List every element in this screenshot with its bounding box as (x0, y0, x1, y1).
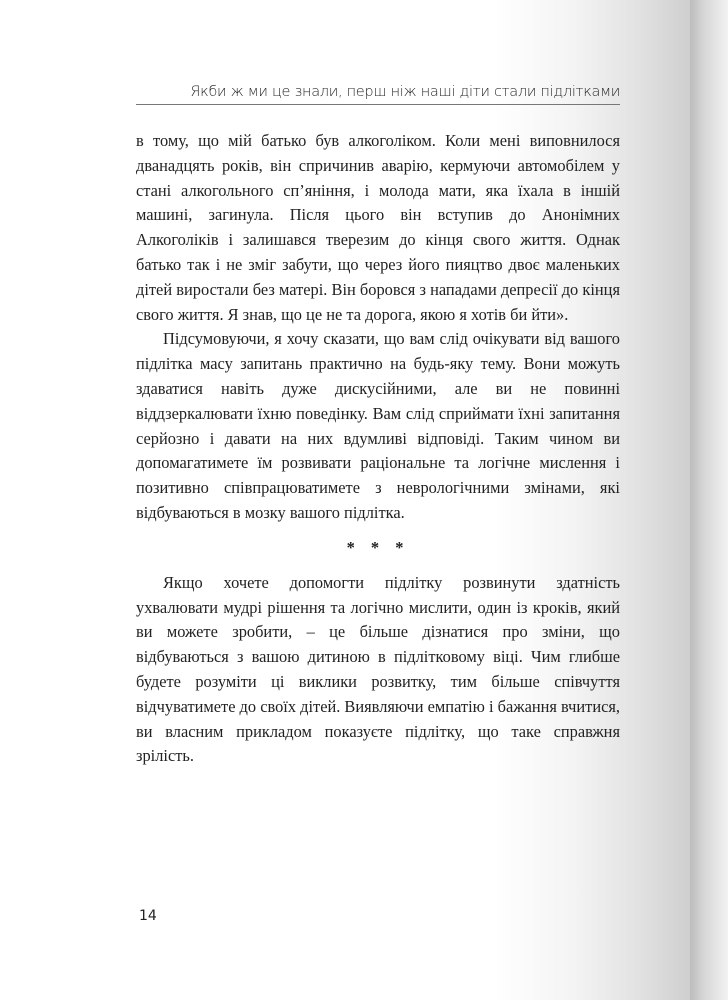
running-head-rule (136, 104, 620, 105)
body-text (136, 129, 620, 769)
page-edge-shadow (690, 0, 728, 1000)
paragraph-closing: Якщо хочете допомогти підлітку розвинути здатність ухвалювати мудрі рішення та логічно мислити, один із кроків, який ви можете зробити, – це більше дізнатися про зміни, що відбуваються з вашою дитиною в підлітковому віці. Чим глибше будете розуміти ці виклики розвитку, тим більше співчуття відчуватимете до своїх дітей. Виявляючи емпатію і бажання вчитися, ви власним прикладом показуєте підлітку, що таке справжня зрілість. (136, 572, 621, 766)
running-head-title: Якби ж ми це знали, перш ніж наші діти стали підлітками (190, 84, 620, 100)
paragraph-summary: Підсумовуючи, я хочу сказати, що вам слід очікувати від вашого підлітка масу запитань практично на будь-яку тему. Вони можуть здаватися навіть дуже дискусійними, але ви не повинні віддзеркалювати їхню поведінку. Вам слід сприймати їхні запитання серйозно і давати на них вдумливі відповіді. Таким чином ви допомагатимете їм розвивати раціональне та логічне мислення і позитивно співпрацюватимете з неврологічними змінами, які відбуваються в мозку вашого підлітка. (136, 329, 620, 522)
section-separator: * * * (346, 537, 410, 557)
page-number: 14 (139, 908, 157, 924)
paragraph-continued: в тому, що мій батько був алкоголіком. Коли мені виповнилося дванадцять років, він спричинив аварію, кермуючи автомобілем у стані алкогольного сп’яніння, і молода мати, яка їхала в іншій машині, загинула. Після цього він вступив до Анонімних Алкоголіків і залишався тверезим до кінця свого життя. Однак батько так і не зміг забути, що через його пияцтво двоє маленьких дітей виростали без матері. Він боровся з нападами депресії до кінця свого життя. Я знав, що це не та дорога, якою я хотів би йти». (136, 131, 620, 324)
